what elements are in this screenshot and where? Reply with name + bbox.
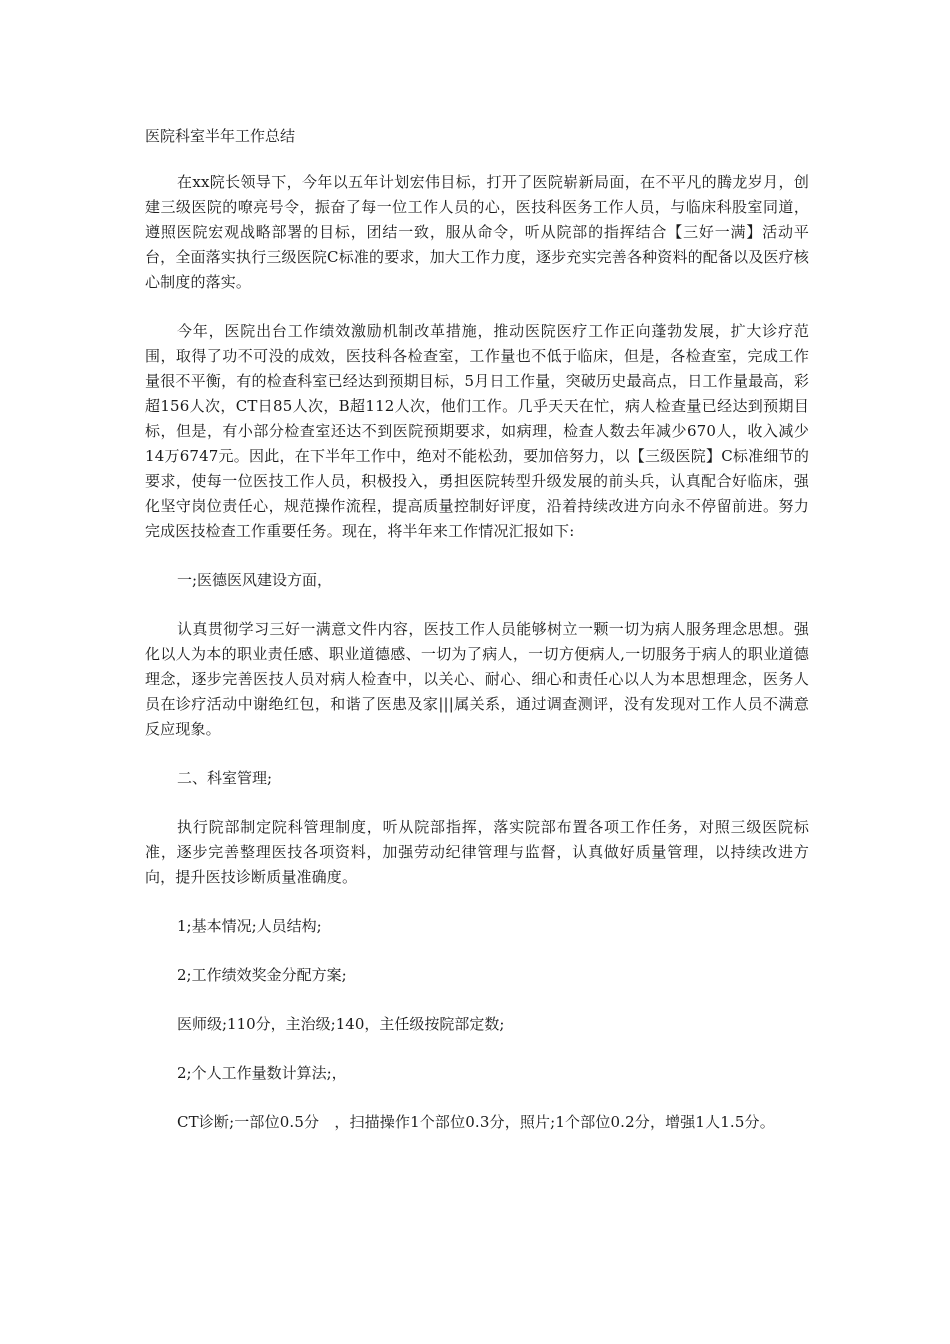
paragraph-ct-scoring: CT诊断;一部位0.5分 ，扫描操作1个部位0.3分，照片;1个部位0.2分，增强1人1.5分。	[177, 1113, 775, 1131]
document-title: 医院科室半年工作总结	[145, 127, 296, 145]
section-heading-management: 二、科室管理;	[177, 769, 273, 787]
document-page	[145, 122, 809, 1159]
list-item-bonus-plan: 2;工作绩效奖金分配方案;	[177, 966, 347, 984]
paragraph-ethics: 认真贯彻学习三好一满意文件内容，医技工作人员能够树立一颗一切为病人服务理念思想。强化以人为本的职业责任感、职业道德感、一切为了病人，一切方便病人,一切服务于病人的职业道德理念，逐步完善医技人员对病人检查中，以关心、耐心、细心和责任心以人为本思想理念，医务人员在诊疗活动中谢绝红包，和谐了医患及家|||属关系，通过调查测评，没有发现对工作人员不满意反应现象。	[145, 620, 809, 738]
list-item-workload-calc: 2;个人工作量数计算法;，	[177, 1064, 347, 1082]
paragraph-workload: 今年，医院出台工作绩效激励机制改革措施，推动医院医疗工作正向蓬勃发展，扩大诊疗范围，取得了功不可没的成效，医技科各检查室，工作量也不低于临床，但是，各检查室，完成工作量很不平衡，有的检查科室已经达到预期目标，5月日工作量，突破历史最高点，日工作量最高，彩超156人次，CT日85人次，B超112人次，他们工作。几乎天天在忙，病人检查量已经达到预期目标，但是，有小部分检查室还达不到医院预期要求，如病理，检查人数去年减少670人，收入减少14万6747元。因此，在下半年工作中，绝对不能松劲，要加倍努力，以【三级医院】C标准细节的要求，使每一位医技工作人员，积极投入，勇担医院转型升级发展的前头兵，认真配合好临床，强化坚守岗位责任心，规范操作流程，提高质量控制好评度，沿着持续改进方向永不停留前进。努力完成医技检查工作重要任务。现在，将半年来工作情况汇报如下:	[145, 322, 809, 540]
section-heading-ethics: 一;医德医风建设方面，	[177, 571, 333, 589]
paragraph-management: 执行院部制定院科管理制度，听从院部指挥，落实院部布置各项工作任务，对照三级医院标准，逐步完善整理医技各项资料，加强劳动纪律管理与监督，认真做好质量管理，以持续改进方向，提升医技诊断质量准确度。	[145, 818, 809, 886]
list-item-physician-levels: 医师级;110分，主治级;140，主任级按院部定数;	[177, 1015, 505, 1033]
list-item-basic-info: 1;基本情况;人员结构;	[177, 917, 322, 935]
paragraph-intro: 在xx院长领导下，今年以五年计划宏伟目标，打开了医院崭新局面，在不平凡的腾龙岁月，创建三级医院的嘹亮号令，振奋了每一位工作人员的心，医技科医务工作人员，与临床科股室同道，遵照医院宏观战略部署的目标，团结一致，服从命令，听从院部的指挥结合【三好一满】活动平台，全面落实执行三级医院C标准的要求，加大工作力度，逐步充实完善各种资料的配备以及医疗核心制度的落实。	[145, 173, 809, 291]
